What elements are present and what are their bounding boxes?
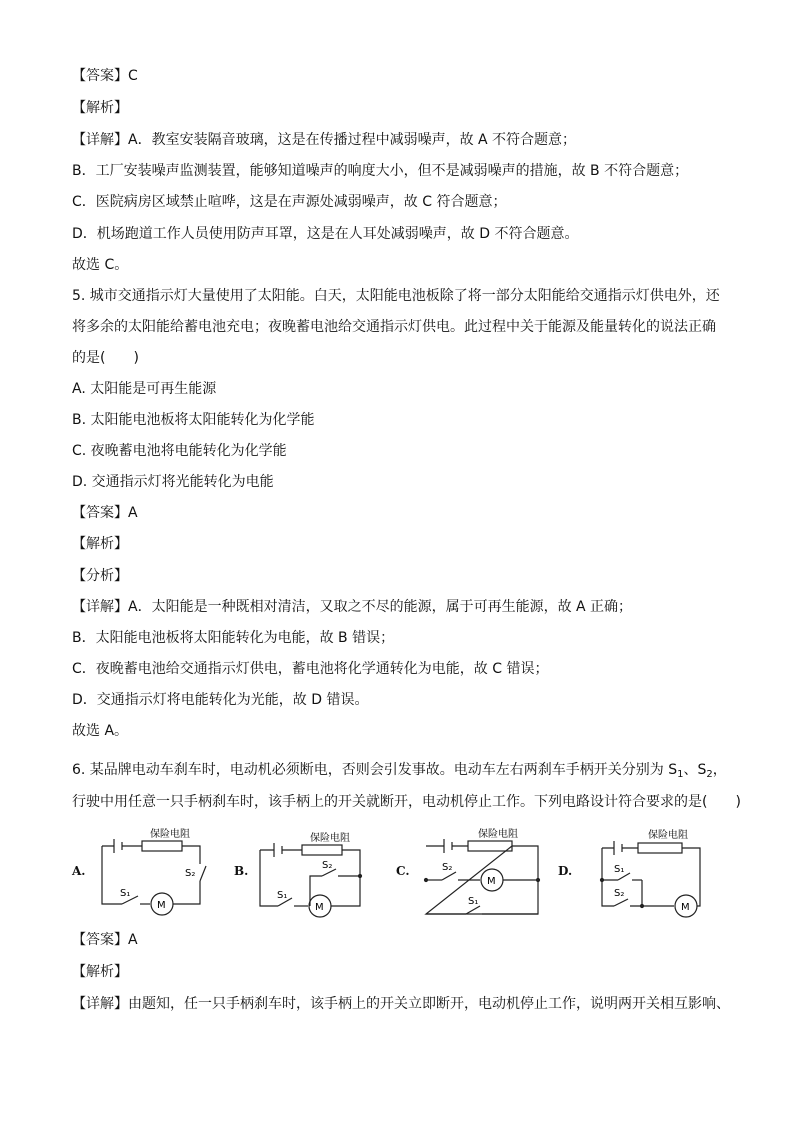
circuit-d [558, 826, 718, 921]
q6-circuit-options [66, 826, 746, 921]
circuit-a [72, 826, 232, 921]
circuit-c-resistor-label: 保险电阻 [478, 829, 518, 840]
circuit-a-s1-label: S₁ [120, 888, 131, 899]
circuit-a-s2-label: S₂ [185, 868, 196, 879]
q5-option-c: C. 夜晚蓄电池将电能转化为化学能 [72, 443, 287, 459]
circuit-c-label: C. [396, 864, 410, 878]
prev-detail-3: C．医院病房区域禁止喧哗，这是在声源处减弱噪声，故 C 符合题意； [72, 194, 507, 210]
prev-conclusion: 故选 C。 [72, 257, 129, 273]
q6-detail-1: 【详解】由题知，任一只手柄刹车时，该手柄上的开关立即断开，电动机停止工作，说明两开关相互影响、 [72, 996, 730, 1012]
circuit-a-diagram [72, 826, 232, 921]
circuit-a-label: A. [72, 864, 86, 878]
q5-option-d: D. 交通指示灯将光能转化为电能 [72, 474, 274, 490]
q6-stem-1-end: ， [712, 762, 727, 778]
circuit-d-diagram [558, 826, 718, 921]
q6-stem-1-text: 6. 某品牌电动车刹车时，电动机必须断电，否则会引发事故。电动车左右两刹车手柄开关分别为 S [72, 762, 678, 778]
circuit-d-label: D. [558, 864, 573, 878]
q5-option-a: A. 太阳能是可再生能源 [72, 381, 217, 397]
circuit-b [234, 826, 394, 921]
q6-stem-1 [72, 760, 734, 785]
circuit-b-motor-label: M [315, 902, 324, 913]
circuit-c-s1-label: S₁ [468, 896, 479, 907]
q5-detail-3: C．夜晚蓄电池给交通指示灯供电，蓄电池将化学通转化为电能，故 C 错误； [72, 661, 549, 677]
circuit-b-s2-label: S₂ [322, 860, 333, 871]
circuit-d-motor-label: M [681, 902, 690, 913]
q6-analysis: 【解析】 [72, 964, 128, 980]
q5-stem-3: 的是( ) [72, 350, 139, 366]
q6-answer: 【答案】A [72, 932, 138, 948]
circuit-b-resistor-label: 保险电阻 [310, 833, 350, 844]
q5-answer: 【答案】A [72, 505, 138, 521]
circuit-d-resistor-label: 保险电阻 [648, 830, 688, 841]
q5-detail-4: D．交通指示灯将电能转化为光能，故 D 错误。 [72, 692, 369, 708]
circuit-b-s1-label: S₁ [277, 890, 288, 901]
prev-detail-2: B．工厂安装噪声监测装置，能够知道噪声的响度大小，但不是减弱噪声的措施，故 B 不符合题意； [72, 163, 689, 179]
q5-conclusion: 故选 A。 [72, 723, 129, 739]
circuit-d-s1-top-label: S₁ [614, 864, 625, 875]
circuit-d-s2-label: S₂ [614, 888, 625, 899]
q6-stem-1-sub1: 1 [677, 769, 684, 780]
circuit-b-label: B. [234, 864, 249, 878]
q5-detail-2: B．太阳能电池板将太阳能转化为电能，故 B 错误； [72, 630, 395, 646]
circuit-b-diagram [234, 826, 394, 921]
circuit-c-s2-label: S₂ [442, 862, 453, 873]
q5-analyze: 【分析】 [72, 568, 128, 584]
q6-stem-1-sep: 、S [683, 762, 707, 778]
q5-detail-1: 【详解】A．太阳能是一种既相对清洁，又取之不尽的能源，属于可再生能源，故 A 正确； [72, 599, 633, 615]
prev-answer: 【答案】C [72, 68, 138, 84]
q5-option-b: B. 太阳能电池板将太阳能转化为化学能 [72, 412, 315, 428]
circuit-c [396, 826, 556, 921]
q5-stem-1: 5. 城市交通指示灯大量使用了太阳能。白天，太阳能电池板除了将一部分太阳能给交通指示灯供电外，还 [72, 288, 720, 304]
prev-detail-1: 【详解】A．教室安装隔音玻璃，这是在传播过程中减弱噪声，故 A 不符合题意； [72, 132, 577, 148]
circuit-c-diagram [396, 826, 556, 921]
circuit-a-resistor-label: 保险电阻 [150, 829, 190, 840]
circuit-c-motor-label: M [487, 876, 496, 887]
q6-stem-2: 行驶中用任意一只手柄刹车时，该手柄上的开关就断开，电动机停止工作。下列电路设计符合要求的是( ) [72, 794, 741, 810]
q5-analysis: 【解析】 [72, 536, 128, 552]
prev-detail-4: D．机场跑道工作人员使用防声耳罩，这是在人耳处减弱噪声，故 D 不符合题意。 [72, 226, 579, 242]
prev-analysis: 【解析】 [72, 100, 128, 116]
circuit-a-motor-label: M [157, 900, 166, 911]
q6-stem-1-sub2: 2 [706, 769, 713, 780]
q5-stem-2: 将多余的太阳能给蓄电池充电；夜晚蓄电池给交通指示灯供电。此过程中关于能源及能量转化的说法正确 [72, 319, 716, 335]
